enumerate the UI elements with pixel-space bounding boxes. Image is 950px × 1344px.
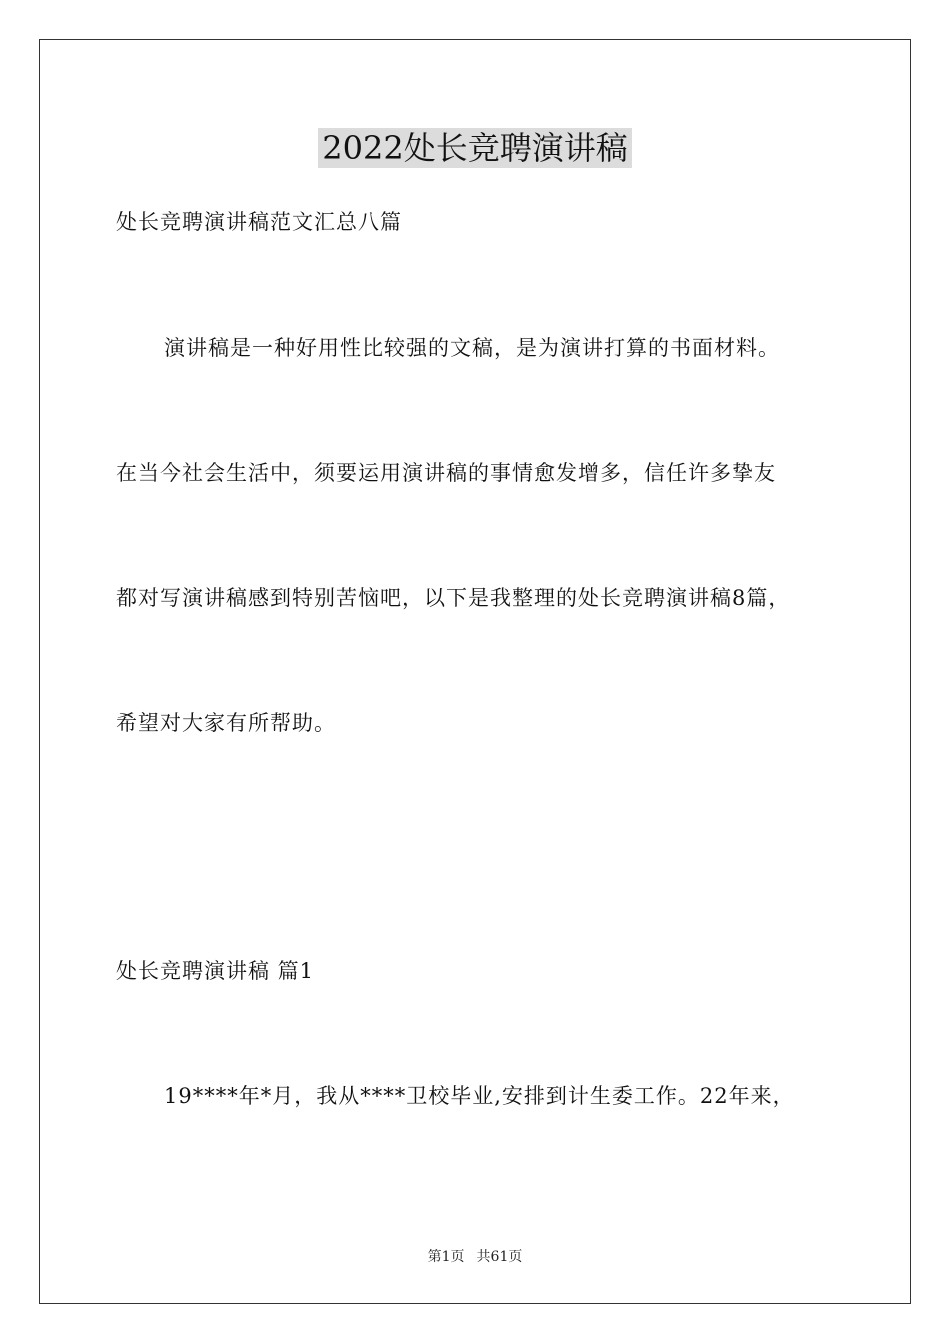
intro-line-1: 演讲稿是一种好用性比较强的文稿，是为演讲打算的书面材料。 (164, 336, 780, 360)
section-heading: 处长竞聘演讲稿 篇1 (116, 959, 315, 983)
body-line-1: 19****年*月，我从****卫校毕业,安排到计生委工作。22年来， (164, 1084, 795, 1108)
intro-line-2: 在当今社会生活中，须要运用演讲稿的事情愈发增多，信任许多挚友 (116, 461, 776, 485)
document-subtitle: 处长竞聘演讲稿范文汇总八篇 (116, 210, 402, 234)
page-number: 第1页 (427, 1249, 465, 1265)
intro-line-3: 都对写演讲稿感到特别苦恼吧，以下是我整理的处长竞聘演讲稿8篇， (116, 586, 791, 610)
page-footer (0, 1248, 950, 1266)
intro-line-4: 希望对大家有所帮助。 (116, 711, 336, 735)
title-container (0, 128, 950, 168)
page-total: 共61页 (476, 1249, 523, 1265)
document-title: 2022处长竞聘演讲稿 (318, 128, 631, 168)
